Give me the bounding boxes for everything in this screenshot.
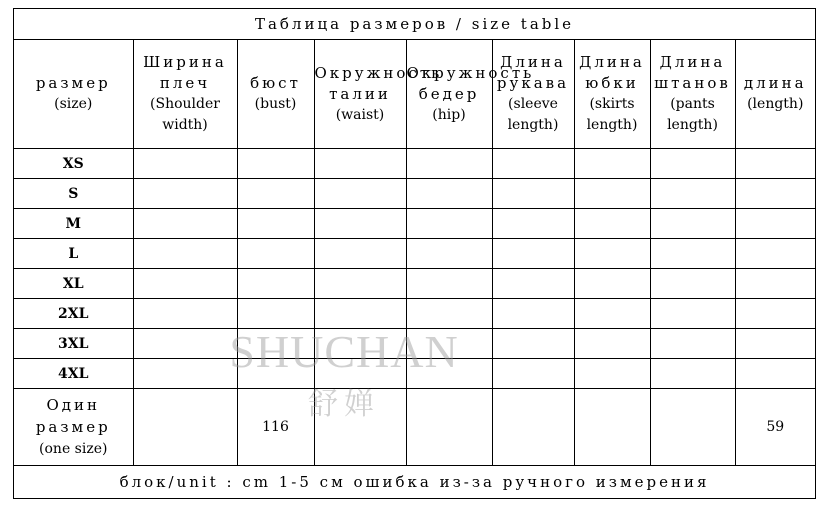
column-header-ru: Окружность талии xyxy=(314,63,443,103)
table-cell xyxy=(314,359,406,389)
table-cell xyxy=(492,299,574,329)
watermark-cjk: 舒婵 xyxy=(308,387,380,422)
size-label: L xyxy=(14,239,133,269)
table-cell xyxy=(735,239,815,269)
table-cell xyxy=(574,239,650,269)
column-header-ru: размер xyxy=(35,74,111,92)
table-cell xyxy=(314,179,406,209)
table-row xyxy=(14,149,815,179)
size-label: XL xyxy=(14,269,133,299)
column-header-en: (hip) xyxy=(432,106,466,123)
table-cell xyxy=(735,269,815,299)
table-cell xyxy=(237,179,314,209)
table-cell xyxy=(237,359,314,389)
table-cell xyxy=(406,389,492,466)
table-row xyxy=(14,359,815,389)
table-cell xyxy=(133,179,237,209)
size-label: S xyxy=(14,179,133,209)
table-cell xyxy=(492,149,574,179)
column-header xyxy=(237,40,314,149)
table-cell xyxy=(314,269,406,299)
table-cell xyxy=(133,299,237,329)
table-cell xyxy=(735,209,815,239)
column-header xyxy=(133,40,237,149)
column-header-en: (bust) xyxy=(254,96,297,112)
table-title: Таблица размеров / size table xyxy=(14,9,815,40)
column-header-ru: Длина юбки xyxy=(579,53,645,92)
column-header-en: (skirts length) xyxy=(586,96,638,133)
table-cell xyxy=(492,269,574,299)
one-size-label xyxy=(14,389,133,466)
column-header-ru: длина xyxy=(743,74,807,92)
table-cell xyxy=(492,389,574,466)
table-cell xyxy=(237,329,314,359)
column-header-en: (waist) xyxy=(335,106,385,123)
column-header-ru: Длина штанов xyxy=(654,53,731,92)
table-cell xyxy=(650,239,735,269)
table-cell xyxy=(574,389,650,466)
table-cell xyxy=(650,179,735,209)
table-cell xyxy=(574,299,650,329)
table-row xyxy=(14,209,815,239)
size-label: M xyxy=(14,209,133,239)
table-cell xyxy=(406,149,492,179)
table-cell xyxy=(314,299,406,329)
table-cell xyxy=(650,329,735,359)
column-header-ru: Ширина плеч xyxy=(143,53,227,92)
table-cell xyxy=(492,359,574,389)
column-header-en: (pants length) xyxy=(667,96,718,133)
column-header xyxy=(314,40,443,149)
column-header-en: (Shoulder width) xyxy=(150,96,220,133)
table-cell xyxy=(735,179,815,209)
table-cell xyxy=(314,389,406,466)
table-cell xyxy=(492,329,574,359)
table-cell xyxy=(650,209,735,239)
column-header-en: (length) xyxy=(747,96,804,112)
size-label: 2XL xyxy=(14,299,133,329)
table-row xyxy=(14,329,815,359)
table-cell xyxy=(574,269,650,299)
table-cell xyxy=(492,239,574,269)
table-cell xyxy=(133,209,237,239)
table-cell xyxy=(406,179,492,209)
table-footer: блок/unit : cm 1-5 см ошибка из-за ручного измерения xyxy=(14,466,815,499)
table-cell xyxy=(492,179,574,209)
table-cell xyxy=(133,329,237,359)
table-cell xyxy=(574,179,650,209)
table-cell xyxy=(650,269,735,299)
table-cell xyxy=(735,149,815,179)
table-cell xyxy=(237,269,314,299)
table-cell xyxy=(406,269,492,299)
table-row xyxy=(14,239,815,269)
table-cell xyxy=(406,209,492,239)
table-cell xyxy=(650,149,735,179)
table-row xyxy=(14,299,815,329)
table-cell xyxy=(133,389,237,466)
table-cell xyxy=(237,239,314,269)
one-size-label-ru: Один размер xyxy=(35,396,111,436)
table-cell xyxy=(735,299,815,329)
table-cell: 116 xyxy=(237,389,314,466)
size-label: 3XL xyxy=(14,329,133,359)
column-header-ru: Длина рукава xyxy=(496,53,570,92)
table-cell xyxy=(574,149,650,179)
table-cell xyxy=(133,239,237,269)
one-size-label-en: (one size) xyxy=(39,441,108,457)
table-cell xyxy=(237,299,314,329)
table-cell xyxy=(406,359,492,389)
table-cell xyxy=(237,149,314,179)
size-table-frame xyxy=(13,8,816,499)
table-cell xyxy=(735,359,815,389)
table-cell xyxy=(406,239,492,269)
size-label: XS xyxy=(14,149,133,179)
table-cell xyxy=(650,389,735,466)
table-row xyxy=(14,269,815,299)
column-header xyxy=(735,40,815,149)
column-header-en: (sleeve length) xyxy=(507,96,559,133)
table-cell xyxy=(735,329,815,359)
column-header-ru: Окружность бедер xyxy=(406,63,535,103)
column-header xyxy=(650,40,735,149)
column-header xyxy=(574,40,650,149)
table-cell xyxy=(492,209,574,239)
size-table xyxy=(14,9,815,498)
table-cell xyxy=(314,239,406,269)
table-cell xyxy=(133,269,237,299)
table-cell xyxy=(314,209,406,239)
table-cell xyxy=(650,359,735,389)
column-header-ru: бюст xyxy=(250,74,301,92)
table-cell xyxy=(406,329,492,359)
size-label: 4XL xyxy=(14,359,133,389)
column-header xyxy=(492,40,574,149)
table-cell xyxy=(133,359,237,389)
column-header xyxy=(14,40,133,149)
table-cell xyxy=(574,359,650,389)
column-header-en: (size) xyxy=(54,96,93,112)
table-cell xyxy=(574,209,650,239)
table-cell: 59 xyxy=(735,389,815,466)
table-cell xyxy=(133,149,237,179)
watermark-latin: SHUCHAN xyxy=(229,326,459,377)
table-row xyxy=(14,179,815,209)
table-cell xyxy=(574,329,650,359)
table-cell xyxy=(237,209,314,239)
table-cell xyxy=(406,299,492,329)
table-cell xyxy=(314,329,406,359)
table-cell xyxy=(314,149,406,179)
table-cell xyxy=(650,299,735,329)
